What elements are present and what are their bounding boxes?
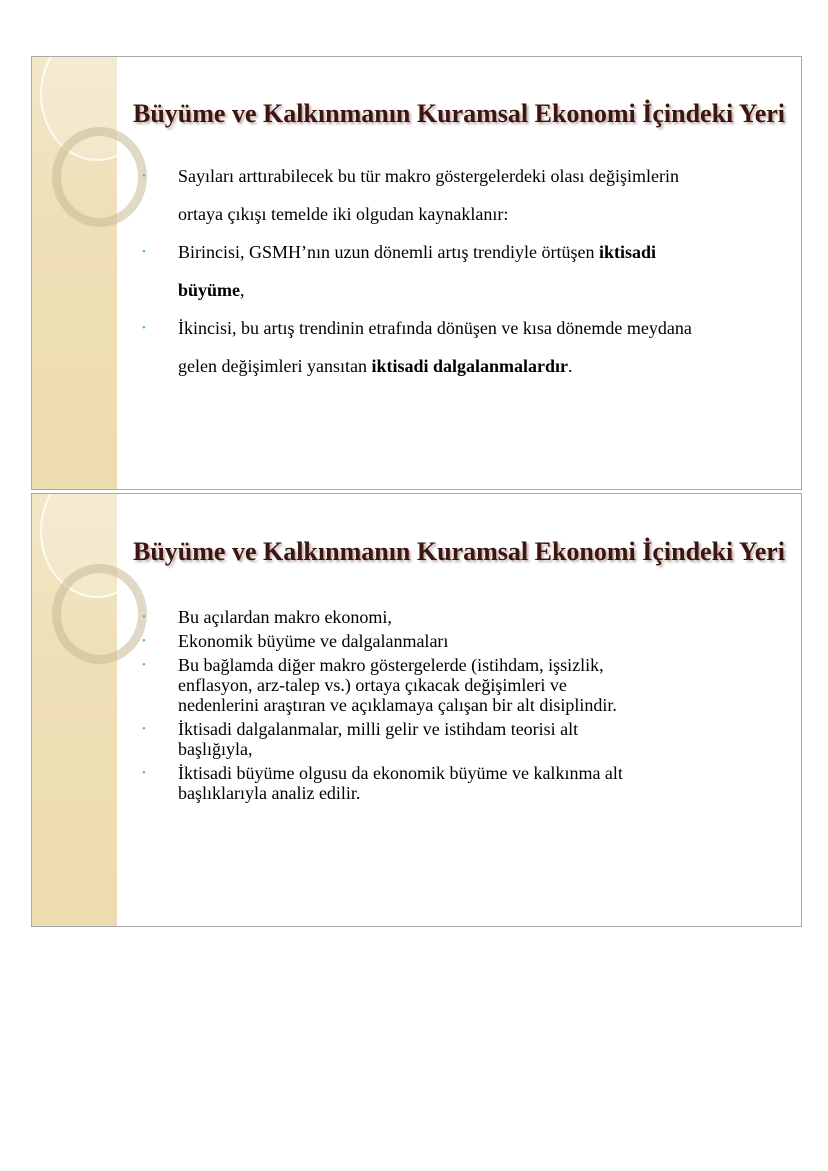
bullet-line (178, 607, 781, 627)
text: İktisadi büyüme olgusu da ekonomik büyüme ve kalkınma alt (178, 763, 623, 783)
bullet-item (142, 631, 781, 651)
bullet-line (178, 309, 781, 347)
bullet-item (142, 157, 781, 233)
bullet-item (142, 233, 781, 309)
slide-title: Büyüme ve Kalkınmanın Kuramsal Ekonomi İçindeki Yeri (132, 537, 786, 566)
bullet-dot-icon: • (142, 322, 146, 334)
text: İkincisi, bu artış trendinin etrafında dönüşen ve kısa dönemde meydana (178, 318, 692, 338)
bullet-item (142, 763, 781, 803)
bullet-line (178, 719, 781, 739)
bullet-line (178, 347, 781, 385)
slide-1 (31, 56, 802, 490)
slide-sidebar-decoration (32, 57, 117, 489)
text: başlıklarıyla analiz edilir. (178, 783, 361, 803)
text: , (240, 280, 245, 300)
bullet-item (142, 607, 781, 627)
bullet-dot-icon: • (142, 659, 146, 671)
bold-text: iktisadi (598, 242, 656, 262)
bullet-line (178, 271, 781, 309)
bullet-line (178, 763, 781, 783)
bold-text: iktisadi dalgalanmalardır (371, 356, 568, 376)
text: . (568, 356, 573, 376)
bullet-dot-icon: • (142, 611, 146, 623)
bullet-item (142, 719, 781, 759)
bullet-line (178, 783, 781, 803)
slide-sidebar-decoration (32, 494, 117, 926)
bullet-line (178, 157, 781, 195)
bullet-dot-icon: • (142, 635, 146, 647)
bullet-line (178, 695, 781, 715)
bullet-line (178, 655, 781, 675)
bullet-dot-icon: • (142, 246, 146, 258)
text: İktisadi dalgalanmalar, milli gelir ve istihdam teorisi alt (178, 719, 579, 739)
bullet-item (142, 309, 781, 385)
bullet-item (142, 655, 781, 715)
text: Birincisi, GSMH’nın uzun dönemli artış trendiyle örtüşen (178, 242, 599, 262)
bullet-dot-icon: • (142, 723, 146, 735)
bullet-list (142, 157, 781, 385)
slide-2 (31, 493, 802, 927)
bullet-dot-icon: • (142, 767, 146, 779)
text: Ekonomik büyüme ve dalgalanmaları (178, 631, 449, 651)
text: nedenlerini araştıran ve açıklamaya çalışan bir alt disiplindir. (178, 695, 617, 715)
bullet-line (178, 195, 781, 233)
slide-title: Büyüme ve Kalkınmanın Kuramsal Ekonomi İçindeki Yeri (132, 99, 786, 128)
bold-text: büyüme (178, 280, 241, 300)
text: başlığıyla, (178, 739, 253, 759)
bullet-dot-icon: • (142, 170, 146, 182)
bullet-line (178, 233, 781, 271)
text: Bu bağlamda diğer makro göstergelerde (istihdam, işsizlik, (178, 655, 604, 675)
text: Bu açılardan makro ekonomi, (178, 607, 392, 627)
bullet-line (178, 739, 781, 759)
text: Sayıları arttırabilecek bu tür makro göstergelerdeki olası değişimlerin (178, 166, 680, 186)
bullet-line (178, 631, 781, 651)
bullet-line (178, 675, 781, 695)
text: ortaya çıkışı temelde iki olgudan kaynaklanır: (178, 204, 509, 224)
text: gelen değişimleri yansıtan (178, 356, 372, 376)
text: enflasyon, arz-talep vs.) ortaya çıkacak değişimleri ve (178, 675, 567, 695)
bullet-list (142, 607, 781, 807)
